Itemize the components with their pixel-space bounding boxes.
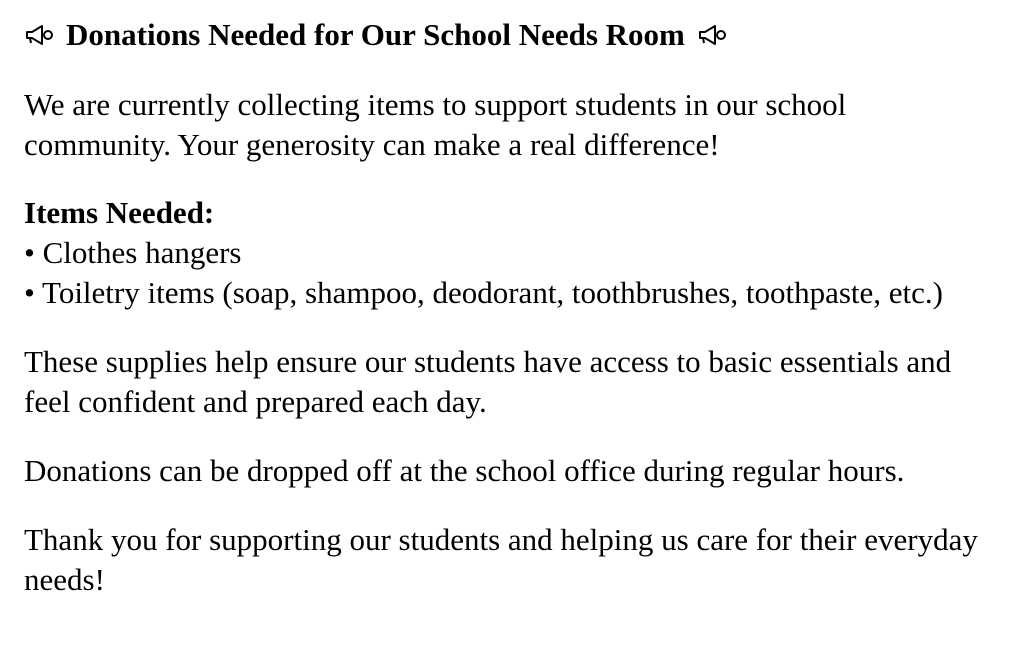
purpose-paragraph: These supplies help ensure our students have access to basic essentials and feel confident and prepared each day. — [24, 344, 952, 419]
list-item: • Clothes hangers — [24, 235, 242, 270]
megaphone-icon — [697, 24, 727, 46]
items-heading: Items Needed: — [24, 195, 215, 230]
intro-paragraph: We are currently collecting items to support students in our school community. Your generosity can make a real difference! — [24, 87, 847, 162]
notice-title — [24, 16, 1000, 54]
title-text: Donations Needed for Our School Needs Room — [66, 17, 685, 52]
thanks-paragraph: Thank you for supporting our students and helping us care for their everyday needs! — [24, 522, 978, 597]
dropoff-paragraph: Donations can be dropped off at the school office during regular hours. — [24, 453, 905, 488]
megaphone-icon — [24, 24, 54, 46]
list-item: • Toiletry items (soap, shampoo, deodorant, toothbrushes, toothpaste, etc.) — [24, 275, 943, 310]
